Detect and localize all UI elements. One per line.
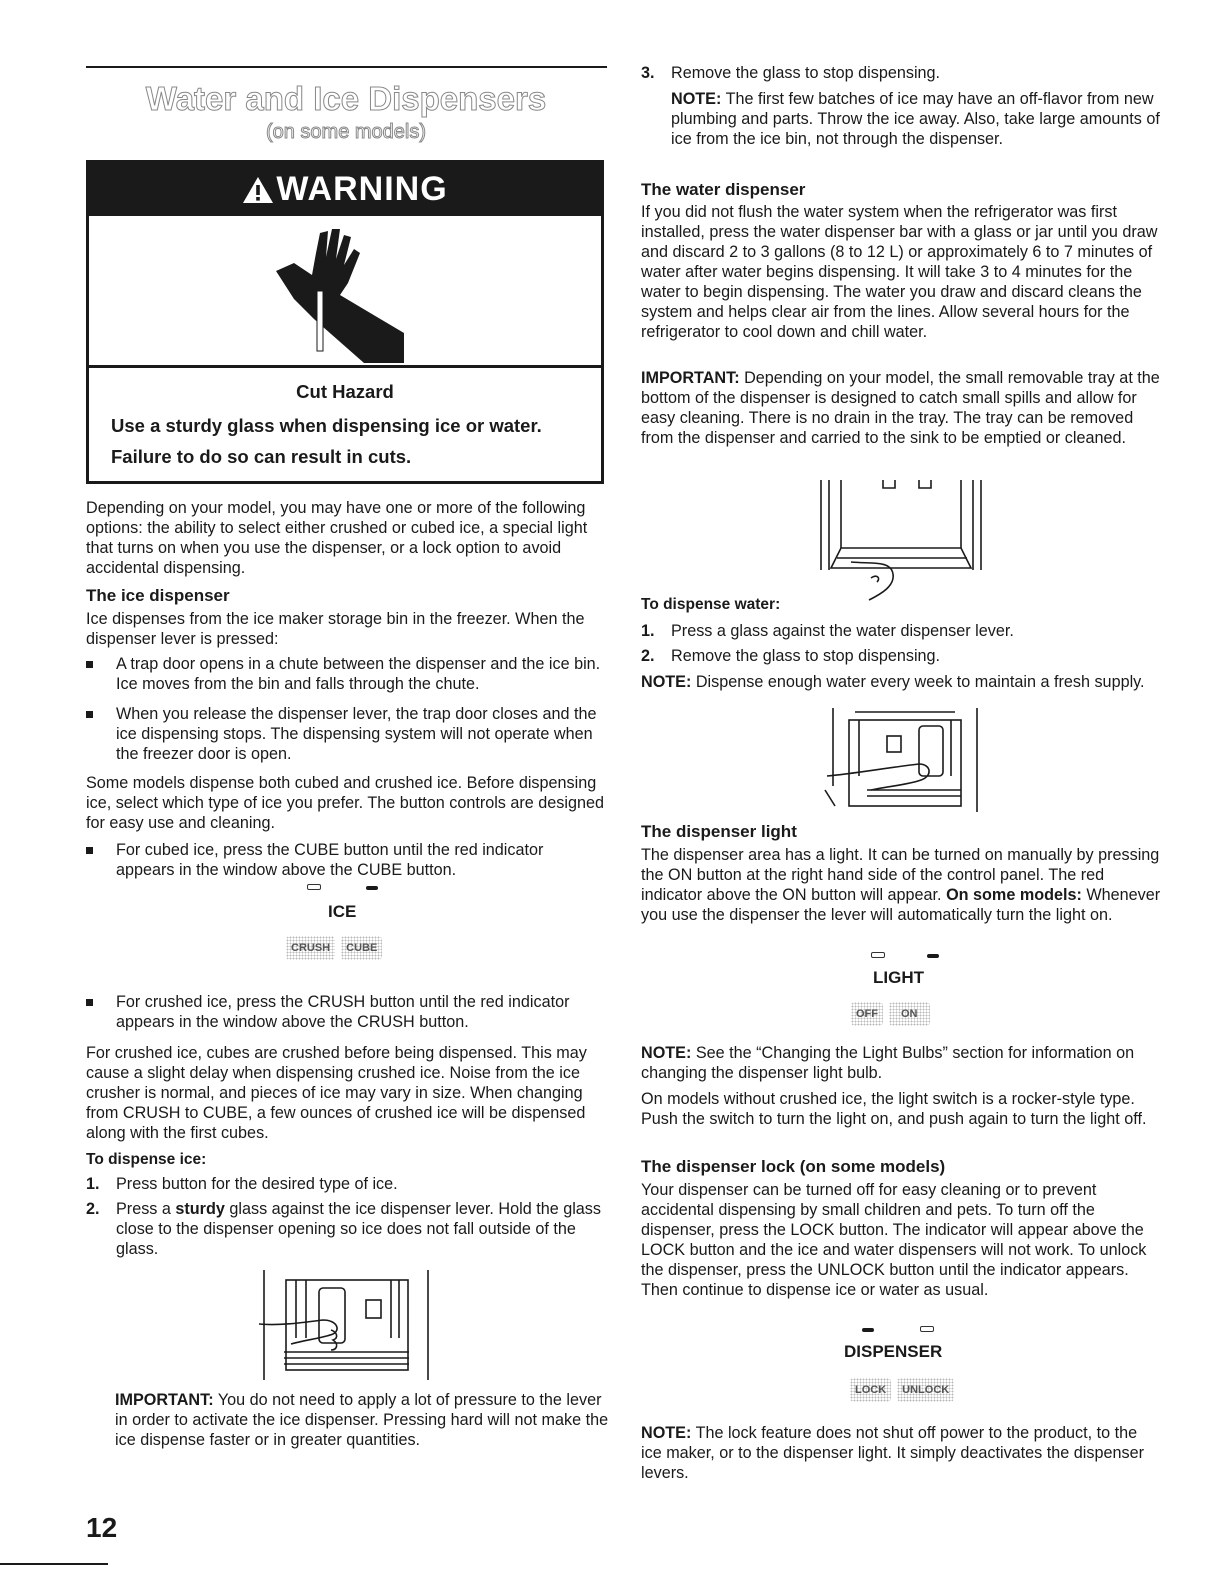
light-bulb-note: NOTE: See the “Changing the Light Bulbs” section for information on changing the dispenser light bulb. [641, 1044, 1135, 1082]
water-tray-illustration [811, 478, 991, 603]
ice-intro: Ice dispenses from the ice maker storage bin in the freezer. When the dispenser lever is pressed: [86, 610, 585, 648]
warning-line-1: Use a sturdy glass when dispensing ice or water. [111, 415, 542, 436]
water-glass-illustration [821, 706, 981, 816]
warning-triangle-icon [242, 176, 274, 204]
ice-dispenser-illustration [251, 1268, 441, 1383]
cube-indicator [366, 886, 378, 890]
rocker-paragraph: On models without crushed ice, the light switch is a rocker-style type. Push the switch to turn the light on, and push again to turn the light off. [641, 1090, 1147, 1128]
lock-button[interactable]: LOCK [850, 1378, 891, 1402]
step-text: Press button for the desired type of ice. [116, 1175, 398, 1193]
water-paragraph: If you did not flush the water system when the refrigerator was first installed, press the water dispenser bar with a glass or jar until you draw and discard 2 to 3 gallons (8 to 12 L) or approximately 6 to 7 minutes of water after water begins dispensing. It will take 3 to 4 minutes for the water to begin dispensing. The water you draw and discard cleans the system and helps clear air from the lines. Allow several hours for the refrigerator to cool down and chill water. [641, 203, 1158, 341]
top-rule [86, 66, 607, 68]
page-subtitle: (on some models) [265, 121, 427, 143]
light-off-button[interactable]: OFF [851, 1002, 883, 1026]
unlock-button[interactable]: UNLOCK [897, 1378, 954, 1402]
ice-panel-label: ICE [328, 902, 357, 921]
bullet-icon [86, 661, 93, 668]
dispenser-lock-heading: The dispenser lock (on some models) [641, 1157, 946, 1176]
ice-step-1 [86, 1174, 606, 1194]
models-paragraph: Some models dispense both cubed and crushed ice. Before dispensing ice, select which type of ice you prefer. The button controls are designed for easy use and cleaning. [86, 774, 604, 832]
warning-banner-text: WARNING [276, 170, 448, 208]
light-panel-label: LIGHT [873, 968, 924, 987]
step-text: Press a glass against the water dispenser lever. [671, 622, 1014, 640]
step-number: 1. [86, 1175, 100, 1193]
bullet-icon [86, 999, 93, 1006]
step-text: Remove the glass to stop dispensing. [671, 647, 941, 665]
bullet-text: For cubed ice, press the CUBE button until the red indicator appears in the window above the CUBE button. [116, 841, 544, 879]
warning-divider [89, 365, 601, 368]
off-flavor-note: NOTE: The first few batches of ice may have an off-flavor from new plumbing and parts. Throw the ice away. Also, take large amounts of ice from the ice bin, not through the dispenser. [671, 90, 1160, 148]
water-dispenser-heading: The water dispenser [641, 180, 806, 199]
dispenser-light-heading: The dispenser light [641, 822, 797, 841]
dispense-water-heading: To dispense water: [641, 596, 781, 613]
bullet-item [86, 704, 606, 764]
unlock-indicator [920, 1326, 934, 1332]
lock-note: NOTE: The lock feature does not shut off power to the product, to the ice maker, or to the dispenser light. It simply deactivates the dispenser levers. [641, 1424, 1144, 1482]
ice-important: IMPORTANT: You do not need to apply a lot of pressure to the lever in order to activate the ice dispenser. Pressing hard will not make the ice dispense faster or in greater quantities. [115, 1391, 609, 1449]
bullet-icon [86, 847, 93, 854]
cube-button[interactable]: CUBE [341, 936, 382, 960]
dispenser-panel-label: DISPENSER [844, 1342, 943, 1361]
warning-banner [89, 163, 601, 216]
ice-step-2 [86, 1199, 606, 1259]
water-step-2 [641, 646, 1161, 666]
light-control-panel [841, 940, 966, 1035]
lock-paragraph: Your dispenser can be turned off for easy cleaning or to prevent accidental dispensing by small children and pets. To turn off the dispenser, press the LOCK button. The indicator will appear above the LOCK button and the ice and water dispensers will not work. To unlock the dispenser, press the UNLOCK button until the indicator appears. Then continue to dispense ice or water as usual. [641, 1181, 1147, 1299]
water-step-1 [641, 621, 1161, 641]
lock-indicator [862, 1328, 874, 1332]
tray-important: IMPORTANT: Depending on your model, the small removable tray at the bottom of the dispenser is designed to catch small spills and allow for easy cleaning. There is no drain in the tray. The tray can be removed from the dispenser and carried to the sink to be emptied or cleaned. [641, 369, 1160, 447]
ice-control-panel [286, 882, 411, 977]
cut-hazard-title: Cut Hazard [296, 381, 394, 402]
light-paragraph: The dispenser area has a light. It can be turned on manually by pressing the ON button at the right hand side of the control panel. The red indicator above the ON button will appear. On some models: Whenever you use the dispenser the lever will automatically turn the light on. [641, 846, 1161, 924]
bullet-item [86, 654, 606, 694]
lock-control-panel [836, 1318, 976, 1413]
ice-dispenser-heading: The ice dispenser [86, 586, 230, 605]
step-number: 1. [641, 622, 655, 640]
off-indicator [871, 952, 885, 958]
cut-hazard-icon [254, 223, 414, 363]
intro-paragraph: Depending on your model, you may have one or more of the following options: the ability to select either crushed or cubed ice, a special light that turns on when you use the dispenser, or a lock option to avoid accidental dispensing. [86, 499, 588, 577]
warning-line-2: Failure to do so can result in cuts. [111, 446, 412, 467]
bullet-text: For crushed ice, press the CRUSH button until the red indicator appears in the window above the CRUSH button. [116, 993, 570, 1031]
step-text: Remove the glass to stop dispensing. [671, 64, 941, 82]
crush-button[interactable]: CRUSH [286, 936, 335, 960]
crushed-paragraph: For crushed ice, cubes are crushed before being dispensed. This may cause a slight delay when dispensing crushed ice. Noise from the ice crusher is normal, and pieces of ice may vary in size. When changing from CRUSH to CUBE, a few ounces of crushed ice will be dispensed along with the first cubes. [86, 1044, 587, 1142]
page-title: Water and Ice Dispensers [145, 80, 547, 117]
crush-indicator [307, 884, 321, 890]
dispense-ice-heading: To dispense ice: [86, 1151, 207, 1168]
warning-box [86, 160, 604, 484]
step-number: 2. [86, 1200, 100, 1218]
bottom-rule [0, 1563, 108, 1565]
bullet-icon [86, 711, 93, 718]
bullet-item [86, 992, 606, 1032]
page-number: 12 [86, 1512, 118, 1543]
ice-step-3 [641, 63, 1161, 83]
step-number: 2. [641, 647, 655, 665]
bullet-text: A trap door opens in a chute between the dispenser and the ice bin. Ice moves from the bin and falls through the chute. [116, 655, 601, 693]
step-number: 3. [641, 64, 655, 82]
step-text: Press a sturdy glass against the ice dispenser lever. Hold the glass close to the dispenser opening so ice does not fall outside of the glass. [116, 1200, 601, 1258]
light-on-button[interactable]: ON [889, 1002, 930, 1026]
on-indicator [927, 954, 939, 958]
weekly-note: NOTE: Dispense enough water every week to maintain a fresh supply. [641, 673, 1145, 691]
bullet-text: When you release the dispenser lever, the trap door closes and the ice dispensing stops. The dispensing system will not operate when the freezer door is open. [116, 705, 597, 763]
bullet-item [86, 840, 606, 880]
